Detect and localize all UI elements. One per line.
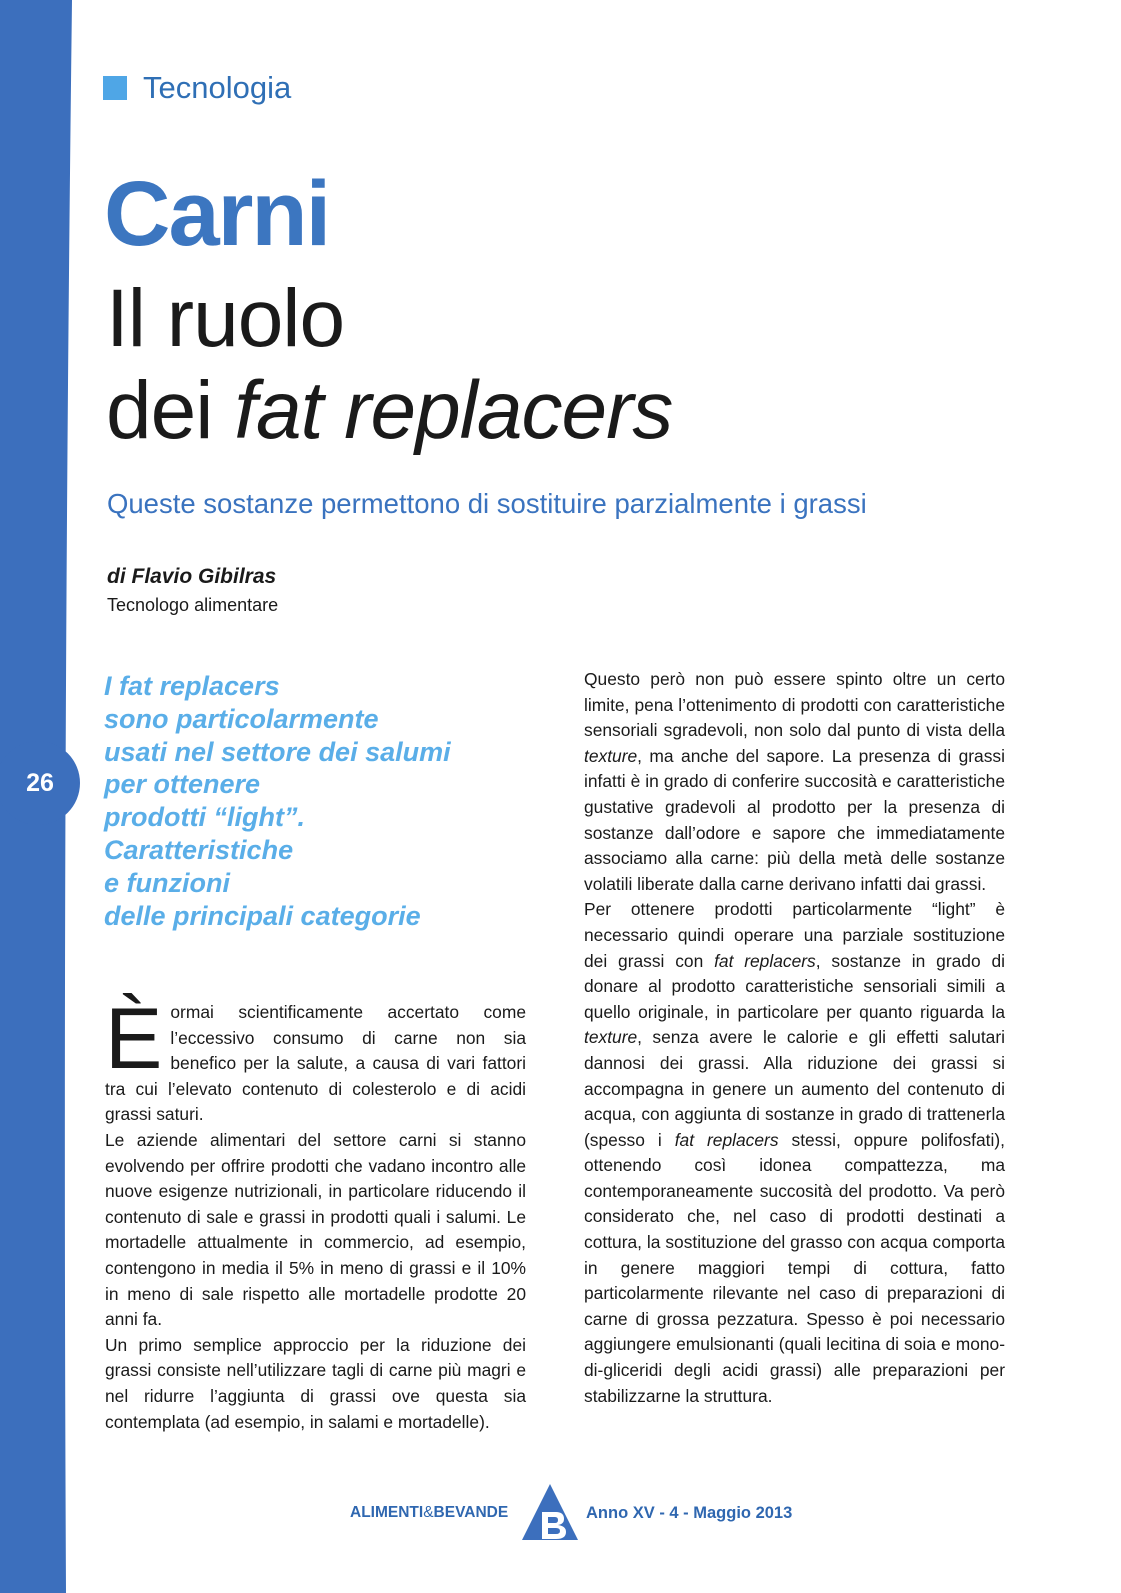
title-line-3-italic: fat replacers — [234, 365, 673, 456]
brand-part: ALIMENTI — [350, 1504, 424, 1521]
body-paragraph: Le aziende alimentari del settore carni si stanno evolvendo per offrire prodotti che vadano incontro alle nuove esigenze nutrizionali, in particolare riducendo il contenuto di sale e grassi in prodotti quali i salumi. Le mortadelle attualmente in commercio, ad esempio, contengono in media il 5% in meno di grassi e il 10% in meno di sale rispetto alle mortadelle prodotte 20 anni fa. — [105, 1129, 526, 1330]
title-line-2: Il ruolo — [106, 273, 345, 364]
section-square-icon — [103, 76, 127, 100]
italic-term: fat replacers — [674, 1129, 779, 1150]
brand-ampersand: & — [423, 1504, 434, 1521]
title-line-3 — [106, 365, 673, 456]
text-run: , ma anche del sapore. La presenza di grassi infatti è in grado di conferire succosità e caratteristiche gustative gradevoli al prodotto per la presenza di sostanze dall’odore e sapore che immediatamente associamo alla carne: più della metà delle sostanze volatili liberate dalla carne derivano infatti dai grassi. — [584, 745, 1005, 894]
pullquote-line: sono particolarmente — [104, 703, 379, 734]
pullquote-line: e funzioni — [104, 867, 230, 898]
italic-term: fat replacers — [714, 950, 816, 971]
text-run: , senza avere le calorie e gli effetti salutari dannosi dei grassi. Alla riduzione dei grassi si accompagna in genere un aumento del contenuto di acqua, con aggiunta di sostanze in grado di trattenerla (spesso i — [584, 1027, 1005, 1150]
body-paragraph — [584, 667, 1005, 897]
body-paragraph — [584, 897, 1005, 1409]
footer — [340, 1482, 840, 1552]
text-run: Questo però non può essere spinto oltre un certo limite, pena l’ottenimento di prodotti con caratteristiche sensoriali sgradevoli, non solo dal punto di vista della — [584, 669, 1005, 741]
body-paragraph — [105, 991, 526, 1128]
byline — [107, 565, 278, 616]
brand-part: BEVANDE — [433, 1504, 509, 1521]
footer-issue: Anno XV - 4 - Maggio 2013 — [586, 1504, 793, 1522]
byline-author: di Flavio Gibilras — [107, 565, 277, 588]
body-column-left — [105, 991, 526, 1435]
text-run: stessi, oppure polifosfati), ottenendo così idonea compattezza, ma contemporaneamente succosità del prodotto. Va però considerato che, nel caso di prodotti destinati a cottura, la sostituzione del grasso con acqua comporta in genere maggiori tempi di cottura, fatto particolarmente rilevante nel caso di preparazioni di carne di grossa pezzatura. Spesso è poi necessario aggiungere emulsionanti (quali lecitina di soia e mono-di-gliceridi degli acidi grassi) alle preparazioni per stabilizzarne la struttura. — [584, 1129, 1005, 1406]
byline-role: Tecnologo alimentare — [107, 595, 279, 615]
footer-brand — [350, 1504, 508, 1522]
magazine-logo-icon — [520, 1482, 580, 1544]
text-run: , sostanze in grado di donare al prodotto caratteristiche sensoriali simili a quello originale, in particolare per quanto riguarda la — [584, 950, 1005, 1022]
pullquote-line: I fat replacers — [104, 671, 280, 701]
section-header — [103, 70, 291, 106]
page-number: 26 — [26, 769, 54, 797]
title-carni: Carni — [104, 163, 330, 265]
pullquote-line: prodotti “light”. — [104, 802, 305, 833]
italic-term: texture — [584, 1027, 638, 1048]
pullquote-line: per ottenere — [104, 769, 261, 800]
body-paragraph: Un primo semplice approccio per la riduzione dei grassi consiste nell’utilizzare tagli di carne più magri e nel ridurre l’aggiunta di grassi ove questa sia contemplata (ad esempio, in salami e mortadelle). — [105, 1334, 526, 1432]
drop-cap: È — [105, 991, 163, 1087]
body-column-right — [584, 667, 1005, 1409]
pullquote — [104, 670, 554, 932]
section-label: Tecnologia — [143, 70, 292, 105]
paragraph-text: ormai scientificamente accertato come l’eccessivo consumo di carne non sia benefico per la salute, a causa di vari fattori tra cui l’elevato contenuto di colesterolo e di acidi grassi saturi. — [105, 1002, 526, 1125]
subtitle: Queste sostanze permettono di sostituire parzialmente i grassi — [107, 488, 867, 519]
title-line-3-prefix: dei — [106, 365, 235, 456]
pullquote-line: delle principali categorie — [104, 900, 421, 931]
text-run: Per ottenere prodotti particolarmente “light” è necessario quindi operare una parziale sostituzione dei grassi con — [584, 899, 1005, 971]
italic-term: texture — [584, 745, 638, 766]
pullquote-line: Caratteristiche — [104, 834, 294, 865]
pullquote-line: usati nel settore dei salumi — [104, 736, 451, 767]
